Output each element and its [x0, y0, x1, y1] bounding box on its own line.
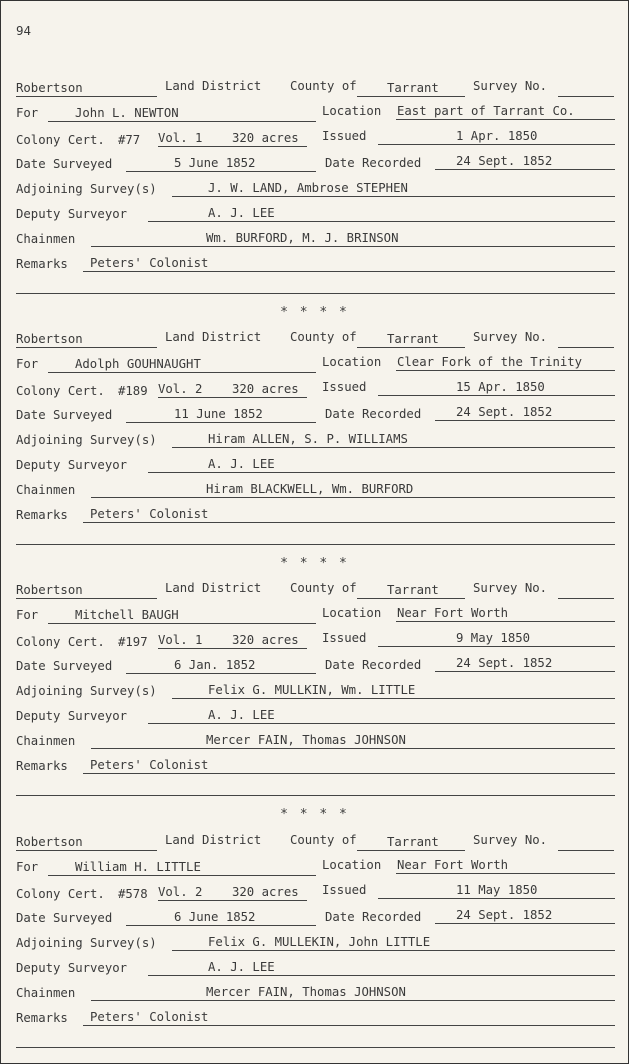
remarks-value: Peters' Colonist	[90, 1010, 209, 1024]
rule	[16, 598, 157, 599]
deputy-label: Deputy Surveyor	[16, 207, 128, 221]
page-number: 94	[16, 23, 32, 38]
record-divider: * * * *	[280, 305, 349, 320]
county-value: Tarrant	[387, 81, 439, 95]
rule	[435, 923, 615, 924]
for-value: John L. NEWTON	[75, 106, 179, 120]
date-recorded-label: Date Recorded	[325, 407, 422, 421]
rule	[126, 422, 316, 423]
chainmen-value: Mercer FAIN, Thomas JOHNSON	[206, 733, 406, 747]
rule	[558, 850, 614, 851]
date-recorded-value: 24 Sept. 1852	[456, 154, 553, 168]
date-recorded-label: Date Recorded	[325, 658, 422, 672]
chainmen-label: Chainmen	[16, 986, 76, 1000]
rule	[91, 246, 615, 247]
colony-cert-label: Colony Cert.	[16, 133, 105, 147]
county-label: County of	[290, 330, 357, 344]
deputy-value: A. J. LEE	[208, 457, 275, 471]
date-surveyed-label: Date Surveyed	[16, 659, 113, 673]
acres: 320 acres	[232, 885, 299, 899]
rule	[357, 96, 465, 97]
rule	[396, 873, 615, 874]
rule	[158, 146, 307, 147]
adjoining-value: Hiram ALLEN, S. P. WILLIAMS	[208, 432, 408, 446]
date-recorded-value: 24 Sept. 1852	[456, 908, 553, 922]
survey-record	[1, 833, 628, 1063]
land-district-value: Robertson	[16, 583, 83, 597]
for-label: For	[16, 860, 39, 874]
date-surveyed-label: Date Surveyed	[16, 157, 113, 171]
remarks-value: Peters' Colonist	[90, 758, 209, 772]
colony-cert-label: Colony Cert.	[16, 635, 105, 649]
county-label: County of	[290, 833, 357, 847]
volume: Vol. 2	[158, 885, 203, 899]
deputy-label: Deputy Surveyor	[16, 709, 128, 723]
rule	[396, 370, 615, 371]
adjoining-label: Adjoining Survey(s)	[16, 936, 157, 950]
rule	[158, 648, 307, 649]
for-label: For	[16, 357, 39, 371]
deputy-value: A. J. LEE	[208, 960, 275, 974]
survey-no-label: Survey No.	[473, 330, 548, 344]
remarks-label: Remarks	[16, 759, 68, 773]
land-district-value: Robertson	[16, 835, 83, 849]
issued-label: Issued	[322, 129, 367, 143]
issued-label: Issued	[322, 883, 367, 897]
county-label: County of	[290, 79, 357, 93]
rule	[48, 623, 316, 624]
survey-no-label: Survey No.	[473, 581, 548, 595]
rule	[148, 472, 615, 473]
volume: Vol. 1	[158, 131, 203, 145]
location-label: Location	[322, 606, 382, 620]
rule	[396, 621, 615, 622]
rule	[396, 119, 615, 120]
rule	[83, 522, 615, 523]
rule	[378, 144, 615, 145]
adjoining-label: Adjoining Survey(s)	[16, 433, 157, 447]
rule	[378, 395, 615, 396]
rule	[126, 925, 316, 926]
location-value: East part of Tarrant Co.	[397, 104, 575, 118]
deputy-label: Deputy Surveyor	[16, 961, 128, 975]
rule	[91, 497, 615, 498]
land-district-value: Robertson	[16, 81, 83, 95]
chainmen-label: Chainmen	[16, 232, 76, 246]
record-end-rule	[16, 1047, 615, 1048]
date-surveyed-value: 5 June 1852	[174, 156, 256, 170]
rule	[48, 121, 316, 122]
date-recorded-label: Date Recorded	[325, 156, 422, 170]
colony-cert-label: Colony Cert.	[16, 384, 105, 398]
county-label: County of	[290, 581, 357, 595]
issued-label: Issued	[322, 380, 367, 394]
rule	[558, 347, 614, 348]
land-district-label: Land District	[165, 833, 262, 847]
record-divider: * * * *	[280, 807, 349, 822]
survey-record	[1, 330, 628, 560]
rule	[83, 271, 615, 272]
rule	[48, 875, 316, 876]
location-value: Near Fort Worth	[397, 606, 509, 620]
rule	[126, 673, 316, 674]
rule	[172, 950, 615, 951]
rule	[357, 598, 465, 599]
record-end-rule	[16, 544, 615, 545]
for-label: For	[16, 608, 39, 622]
date-surveyed-value: 6 June 1852	[174, 910, 256, 924]
adjoining-value: Felix G. MULLKIN, Wm. LITTLE	[208, 683, 416, 697]
rule	[558, 598, 614, 599]
adjoining-value: J. W. LAND, Ambrose STEPHEN	[208, 181, 408, 195]
rule	[378, 898, 615, 899]
survey-no-label: Survey No.	[473, 79, 548, 93]
remarks-value: Peters' Colonist	[90, 256, 209, 270]
date-surveyed-label: Date Surveyed	[16, 408, 113, 422]
chainmen-value: Hiram BLACKWELL, Wm. BURFORD	[206, 482, 414, 496]
rule	[435, 169, 615, 170]
cert-number: #189	[118, 384, 148, 398]
rule	[16, 96, 157, 97]
rule	[16, 347, 157, 348]
deputy-value: A. J. LEE	[208, 206, 275, 220]
location-label: Location	[322, 858, 382, 872]
date-recorded-label: Date Recorded	[325, 910, 422, 924]
remarks-value: Peters' Colonist	[90, 507, 209, 521]
rule	[357, 347, 465, 348]
location-label: Location	[322, 355, 382, 369]
rule	[91, 1000, 615, 1001]
rule	[148, 975, 615, 976]
survey-record	[1, 79, 628, 309]
adjoining-label: Adjoining Survey(s)	[16, 182, 157, 196]
rule	[435, 671, 615, 672]
adjoining-value: Felix G. MULLEKIN, John LITTLE	[208, 935, 431, 949]
for-label: For	[16, 106, 39, 120]
rule	[172, 196, 615, 197]
rule	[158, 900, 307, 901]
volume: Vol. 2	[158, 382, 203, 396]
survey-no-label: Survey No.	[473, 833, 548, 847]
rule	[357, 850, 465, 851]
date-recorded-value: 24 Sept. 1852	[456, 656, 553, 670]
remarks-label: Remarks	[16, 257, 68, 271]
remarks-label: Remarks	[16, 508, 68, 522]
survey-record	[1, 581, 628, 811]
county-value: Tarrant	[387, 583, 439, 597]
acres: 320 acres	[232, 131, 299, 145]
location-value: Clear Fork of the Trinity	[397, 355, 583, 369]
chainmen-label: Chainmen	[16, 483, 76, 497]
cert-number: #197	[118, 635, 148, 649]
county-value: Tarrant	[387, 332, 439, 346]
rule	[83, 1025, 615, 1026]
rule	[435, 420, 615, 421]
volume: Vol. 1	[158, 633, 203, 647]
cert-number: #77	[118, 133, 141, 147]
date-surveyed-label: Date Surveyed	[16, 911, 113, 925]
rule	[126, 171, 316, 172]
rule	[83, 773, 615, 774]
issued-value: 1 Apr. 1850	[456, 129, 538, 143]
acres: 320 acres	[232, 382, 299, 396]
rule	[378, 646, 615, 647]
rule	[172, 698, 615, 699]
issued-value: 9 May 1850	[456, 631, 531, 645]
rule	[148, 723, 615, 724]
land-district-label: Land District	[165, 581, 262, 595]
deputy-label: Deputy Surveyor	[16, 458, 128, 472]
land-district-label: Land District	[165, 79, 262, 93]
remarks-label: Remarks	[16, 1011, 68, 1025]
for-value: Adolph GOUHNAUGHT	[75, 357, 201, 371]
record-end-rule	[16, 293, 615, 294]
rule	[91, 748, 615, 749]
land-district-label: Land District	[165, 330, 262, 344]
rule	[148, 221, 615, 222]
date-surveyed-value: 11 June 1852	[174, 407, 263, 421]
rule	[16, 850, 157, 851]
for-value: William H. LITTLE	[75, 860, 201, 874]
rule	[48, 372, 316, 373]
record-divider: * * * *	[280, 556, 349, 571]
for-value: Mitchell BAUGH	[75, 608, 179, 622]
rule	[172, 447, 615, 448]
rule	[558, 96, 614, 97]
chainmen-value: Mercer FAIN, Thomas JOHNSON	[206, 985, 406, 999]
date-recorded-value: 24 Sept. 1852	[456, 405, 553, 419]
colony-cert-label: Colony Cert.	[16, 887, 105, 901]
record-end-rule	[16, 795, 615, 796]
issued-label: Issued	[322, 631, 367, 645]
issued-value: 15 Apr. 1850	[456, 380, 545, 394]
cert-number: #578	[118, 887, 148, 901]
date-surveyed-value: 6 Jan. 1852	[174, 658, 256, 672]
adjoining-label: Adjoining Survey(s)	[16, 684, 157, 698]
issued-value: 11 May 1850	[456, 883, 538, 897]
rule	[158, 397, 307, 398]
deputy-value: A. J. LEE	[208, 708, 275, 722]
land-district-value: Robertson	[16, 332, 83, 346]
location-value: Near Fort Worth	[397, 858, 509, 872]
location-label: Location	[322, 104, 382, 118]
acres: 320 acres	[232, 633, 299, 647]
chainmen-label: Chainmen	[16, 734, 76, 748]
county-value: Tarrant	[387, 835, 439, 849]
chainmen-value: Wm. BURFORD, M. J. BRINSON	[206, 231, 399, 245]
